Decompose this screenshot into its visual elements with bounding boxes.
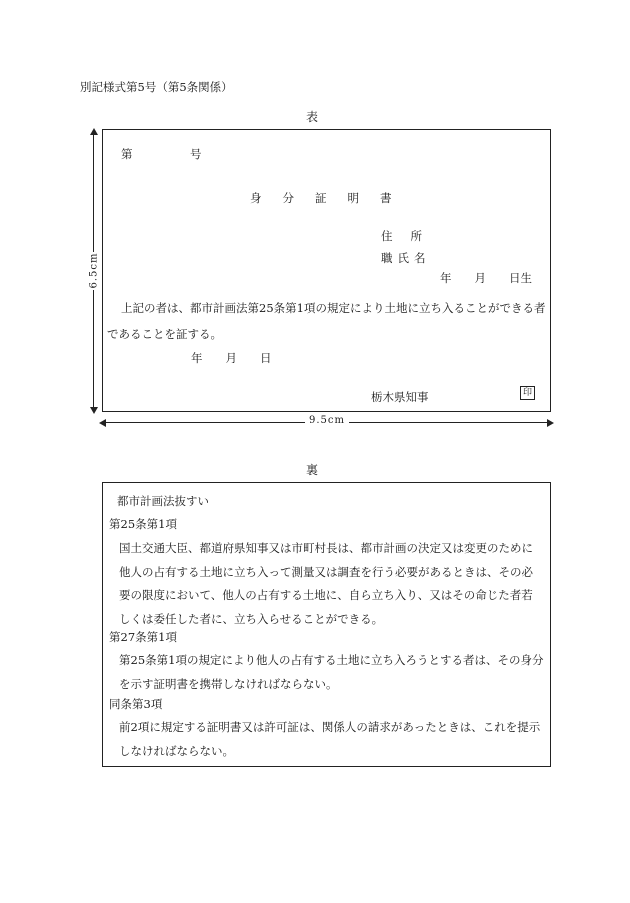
text-line: 国土交通大臣、都道府県知事又は市町村長は、都市計画の決定又は変更のために <box>119 541 533 555</box>
arrow-down-icon <box>90 407 98 414</box>
text-line: を示す証明書を携帯しなければならない。 <box>119 676 338 691</box>
certification-text <box>107 295 547 347</box>
id-card-back <box>102 482 551 767</box>
address-label: 住所 <box>381 229 440 243</box>
id-card-front <box>102 129 551 412</box>
section-text <box>119 537 551 631</box>
arrow-left-icon <box>99 419 106 427</box>
back-label: 裏 <box>306 463 319 477</box>
height-dimension-label <box>84 252 102 290</box>
number-prefix: 第 <box>121 147 133 161</box>
section-text <box>119 649 551 696</box>
text-line: 前2項に規定する証明書又は許可証は、関係人の請求があったときは、これを提示 <box>119 720 541 734</box>
text-line: しなければならない。 <box>119 743 234 758</box>
date-of-birth: 年 月 日生 <box>440 271 532 285</box>
law-title: 都市計画法抜すい <box>117 494 209 508</box>
section-heading: 第25条第1項 <box>109 517 177 531</box>
name-label: 職氏名 <box>381 251 431 265</box>
height-dimension-text: 6.5cm <box>88 252 100 289</box>
section-heading: 第27条第1項 <box>109 630 177 644</box>
number-suffix: 号 <box>190 147 202 161</box>
form-title: 別記様式第5号（第5条関係） <box>80 80 233 94</box>
text-line: 第25条第1項の規定により他人の占有する土地に立ち入ろうとする者は、その身分 <box>119 653 544 667</box>
section-heading: 同条第3項 <box>109 697 163 711</box>
certification-line-1: 上記の者は、都市計画法第25条第1項の規定により土地に立ち入ることができる者 <box>121 301 546 315</box>
section-text <box>119 716 551 763</box>
text-line: 他人の占有する土地に立ち入って測量又は調査を行う必要があるときは、その必 <box>119 564 533 579</box>
text-line: 要の限度において、他人の占有する土地に、自ら立ち入り、又はその命じた者若 <box>119 588 533 602</box>
issue-date: 年 月 日 <box>191 351 272 365</box>
width-dimension-label: 9.5cm <box>305 415 349 429</box>
arrow-up-icon <box>90 128 98 135</box>
card-title: 身分証明書 <box>250 191 413 205</box>
arrow-right-icon <box>547 419 554 427</box>
issuer: 栃木県知事 <box>371 390 429 404</box>
text-line: しくは委任した者に、立ち入らせることができる。 <box>119 611 384 626</box>
seal-stamp: 印 <box>520 386 535 400</box>
front-label: 表 <box>306 110 319 124</box>
certification-line-2: であることを証する。 <box>107 327 222 341</box>
